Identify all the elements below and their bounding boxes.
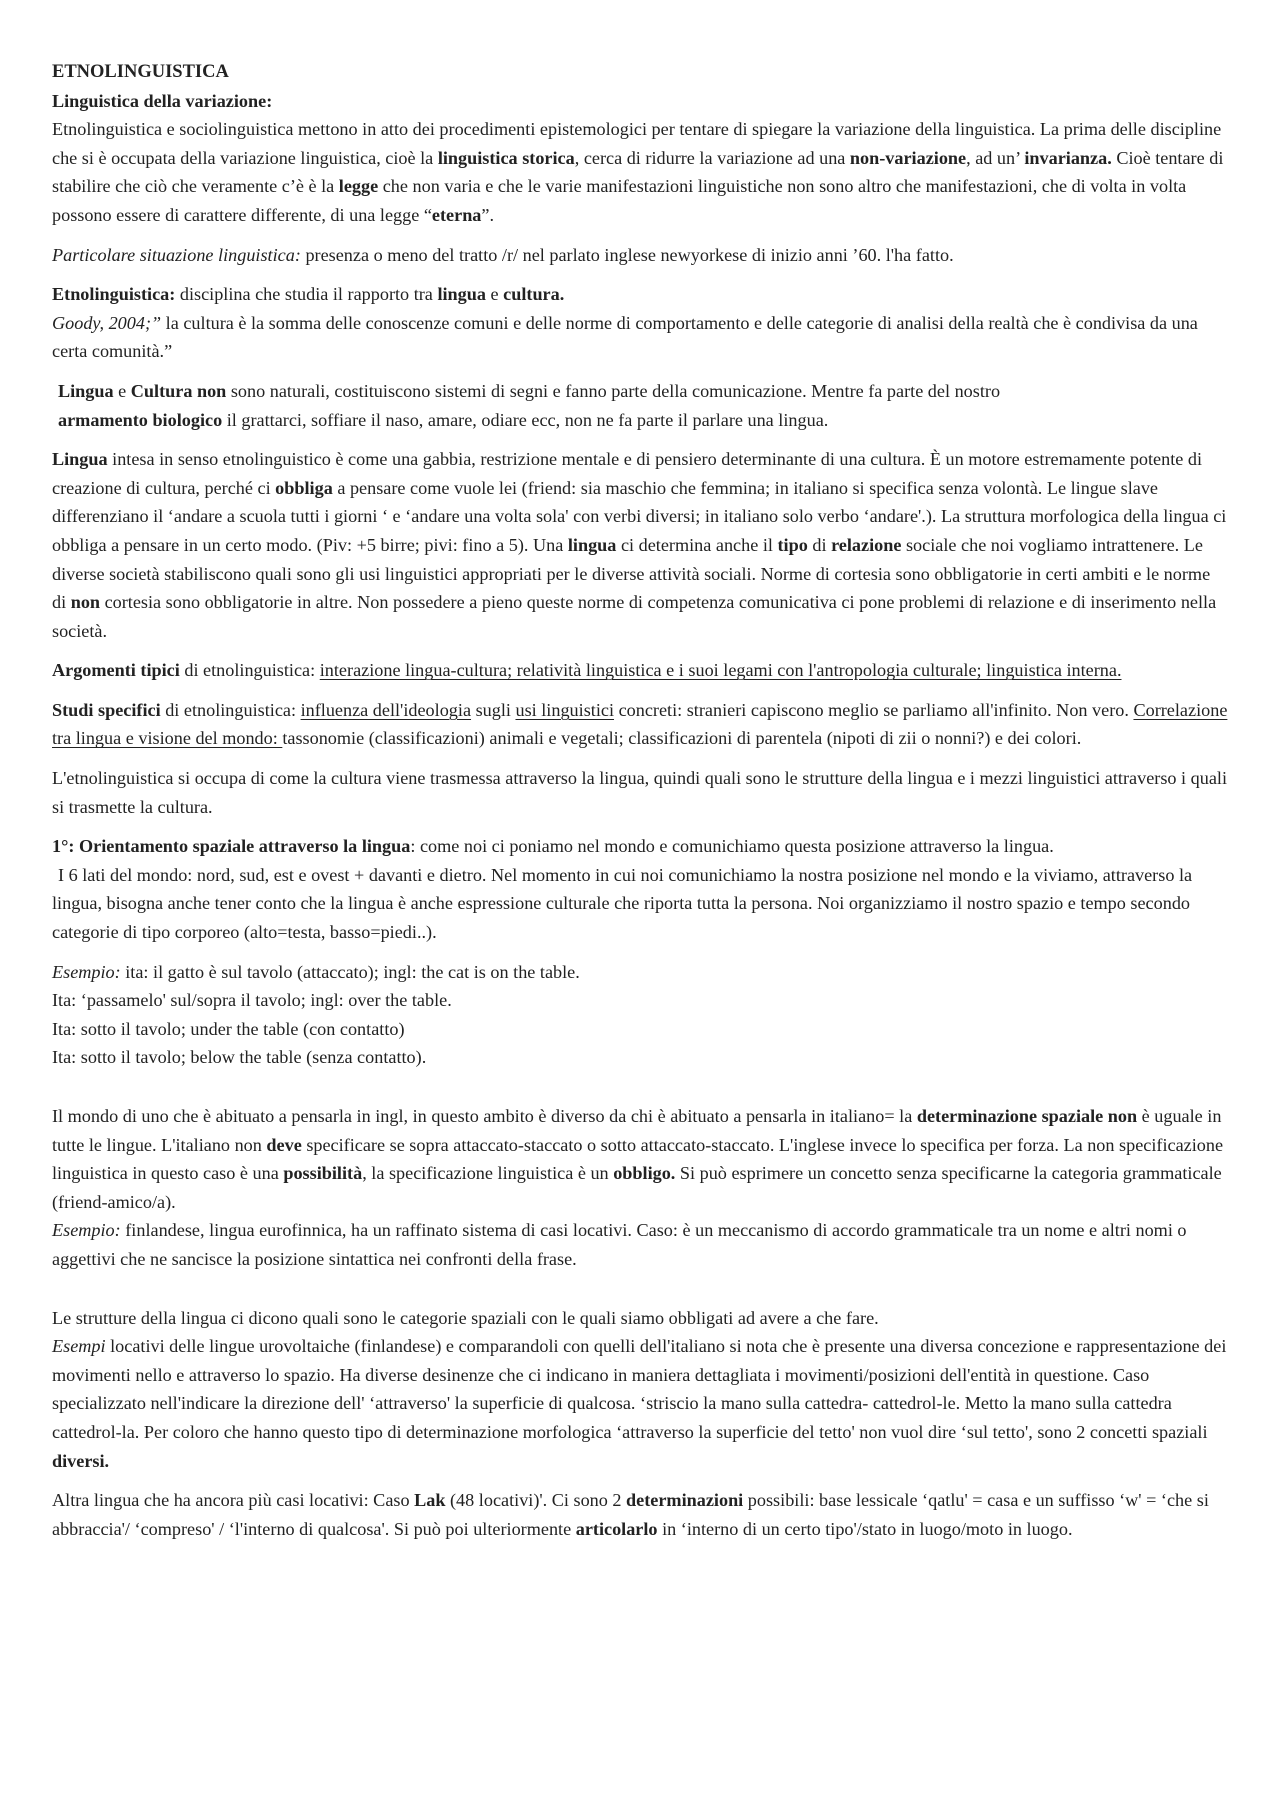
text-span: Le strutture della lingua ci dicono quali sono le categorie spaziali con le quali siamo obbligati ad avere a che fare. xyxy=(52,1307,879,1328)
bold-term: legge xyxy=(338,176,379,197)
example-line: Ita: sotto il tavolo; under the table (con contatto) xyxy=(52,1018,405,1039)
underlined-text: usi linguistici xyxy=(515,699,615,720)
paragraph-orientamento-spaziale xyxy=(52,832,1228,946)
bold-term: tipo xyxy=(777,534,808,555)
text-span: presenza o meno del tratto /r/ nel parlato inglese newyorkese di inizio anni ’60. l'ha fatto. xyxy=(300,244,954,265)
text-span: ci determina anche il xyxy=(616,534,778,555)
paragraph-linguistica-variazione xyxy=(52,87,1228,230)
bold-term: Lak xyxy=(414,1490,446,1511)
bold-term: lingua xyxy=(437,284,486,305)
text-span: (48 locativi)'. Ci sono 2 xyxy=(445,1490,627,1511)
paragraph-strutture-lingua xyxy=(52,1304,1228,1476)
underlined-text: interazione lingua-cultura; relatività linguistica e i suoi legami con l'antropologia culturale; linguistica interna. xyxy=(319,660,1122,681)
bold-term: deve xyxy=(266,1134,302,1155)
text-span: concreti: stranieri capiscono meglio se parliamo all'infinito. Non vero. xyxy=(614,699,1134,720)
text-span: disciplina che studia il rapporto tra xyxy=(175,284,438,305)
bold-term: diversi. xyxy=(52,1450,110,1471)
paragraph-etnolinguistica-definizione xyxy=(52,280,1228,366)
bold-term: invarianza. xyxy=(1024,147,1112,168)
bold-term: articolarlo xyxy=(575,1518,658,1539)
bold-term: Etnolinguistica: xyxy=(52,284,176,305)
text-span: cortesia sono obbligatorie in altre. Non possedere a pieno queste norme di competenza comunicativa ci pone problemi di relazione e di inserimento nella società. xyxy=(52,592,1217,641)
text-span: Cioè tentare di stabilire che ciò che veramente c’è è la xyxy=(52,147,1224,197)
italic-citation: Goody, 2004;” xyxy=(52,312,162,333)
paragraph-esempio-preposizioni xyxy=(52,958,1228,1072)
text-span: e xyxy=(485,284,504,305)
bold-term: obbliga xyxy=(275,477,333,498)
bold-term: linguistica storica xyxy=(437,147,575,168)
text-span: il grattarci, soffiare il naso, amare, odiare ecc, non ne fa parte il parlare una lingua. xyxy=(222,409,829,430)
paragraph-caso-lak xyxy=(52,1486,1228,1543)
text-span: di etnolinguistica: xyxy=(179,660,320,681)
italic-label: Esempio: xyxy=(52,961,121,982)
text-span: la cultura è la somma delle conoscenze comuni e delle norme di comportamento e delle categorie di analisi della realtà che è condivisa da una certa comunità.” xyxy=(52,312,1198,362)
bold-term: obbligo. xyxy=(613,1163,676,1184)
paragraph-situazione-linguistica xyxy=(52,241,1228,270)
text-span: a pensare come vuole lei (friend: sia maschio che femmina; in italiano si specifica senza volontà. Le lingue slave differenziano il ‘andare a scuola tutti i giorni ‘ e ‘andare una volta sola' con verbi diversi; in italiano solo verbo ‘andare'.). La struttura morfologica della lingua ci obbliga a pensare in un certo modo. (Piv: +5 birre; pivi: fino a 5). Una xyxy=(52,477,1227,555)
example-line: Ita: ‘passamelo' sul/sopra il tavolo; ingl: over the table. xyxy=(52,990,452,1011)
text-span: in ‘interno di un certo tipo'/stato in luogo/moto in luogo. xyxy=(657,1518,1073,1539)
text-span: sono naturali, costituiscono sistemi di segni e fanno parte della comunicazione. Mentre fa parte del nostro xyxy=(226,380,1001,401)
bold-term: determinazioni xyxy=(626,1490,744,1511)
bold-term: Argomenti tipici xyxy=(52,660,180,681)
bold-term: cultura. xyxy=(503,284,565,305)
text-span: intesa in senso etnolinguistico è come una gabbia, restrizione mentale e di pensiero determinante di una cultura. È un motore estremamente potente di creazione di cultura, perché ci xyxy=(52,449,1203,498)
text-span: , ad un’ xyxy=(966,147,1025,168)
text-span: Etnolinguistica e sociolinguistica mettono in atto dei procedimenti epistemologici per tentare di spiegare la variazione della linguistica. La prima delle discipline che si è occupata della variazione linguistica, cioè la xyxy=(52,119,1222,168)
text-span: sugli xyxy=(471,699,516,720)
bold-term: non xyxy=(70,592,101,613)
text-span: finlandese, lingua eurofinnica, ha un raffinato sistema di casi locativi. Caso: è un meccanismo di accordo grammaticale tra un nome e altri nomi o aggettivi che ne sancisce la posizione sintattica nei confronti della frase. xyxy=(52,1220,1187,1269)
italic-label: Particolare situazione linguistica: xyxy=(52,244,301,265)
text-span: possibili: base lessicale ‘qatlu' = casa e un suffisso ‘w' = ‘che si abbraccia'/ ‘compreso' / ‘l'interno di qualcosa'. Si può poi ulteriormente xyxy=(52,1490,1209,1539)
underlined-text: influenza dell'ideologia xyxy=(300,699,472,720)
text-span: e xyxy=(113,380,131,401)
text-span: I 6 lati del mondo: nord, sud, est e ovest + davanti e dietro. Nel momento in cui noi comunichiamo la nostra posizione nel mondo e la viviamo, attraverso la lingua, bisogna anche tener conto che la lingua è anche espressione culturale che riporta tutta la persona. Noi organizziamo il nostro spazio e tempo secondo categorie di tipo corporeo (alto=testa, basso=piedi..). xyxy=(52,864,1193,943)
bold-term: Lingua xyxy=(58,380,114,401)
text-span: di xyxy=(807,534,832,555)
text-span: di etnolinguistica: xyxy=(160,699,301,720)
text-span: tassonomie (classificazioni) animali e vegetali; classificazioni di parentela (nipoti di zii o nonni?) e dei colori. xyxy=(282,728,1082,749)
italic-label: Esempi xyxy=(52,1336,106,1357)
bold-term: 1°: Orientamento spaziale attraverso la lingua xyxy=(52,836,411,857)
bold-term: Lingua xyxy=(52,449,108,470)
paragraph-argomenti-tipici xyxy=(52,656,1228,685)
section-heading: Linguistica della variazione: xyxy=(52,90,273,111)
bold-term: lingua xyxy=(567,534,617,555)
italic-label: Esempio: xyxy=(52,1220,121,1241)
paragraph-lingua-cultura xyxy=(52,377,1228,434)
example-line: Ita: sotto il tavolo; below the table (senza contatto). xyxy=(52,1047,427,1068)
text-span: L'etnolinguistica si occupa di come la cultura viene trasmessa attraverso la lingua, quindi quali sono le strutture della lingua e i mezzi linguistici attraverso i quali si trasmette la cultura. xyxy=(52,768,1228,817)
text-span: , cerca di ridurre la variazione ad una xyxy=(574,147,850,168)
bold-term: eterna xyxy=(431,204,482,225)
bold-term: non-variazione xyxy=(849,147,967,168)
bold-term: Cultura non xyxy=(130,380,227,401)
bold-term: armamento biologico xyxy=(58,409,223,430)
bold-term: relazione xyxy=(831,534,902,555)
text-span: Si può esprimere un concetto senza specificarne la categoria grammaticale (friend-amico/a). xyxy=(52,1163,1222,1212)
underlined-text: Correlazione tra lingua e visione del mondo: xyxy=(52,699,1228,749)
text-span: è uguale in tutte le lingue. L'italiano non xyxy=(52,1106,1222,1155)
bold-term: Studi specifici xyxy=(52,699,161,720)
paragraph-determinazione-spaziale xyxy=(52,1102,1228,1274)
text-span: sociale che noi vogliamo intrattenere. Le diverse società stabiliscono quali sono gli usi linguistici appropriati per le diverse attività sociali. Norme di cortesia sono obbligatorie in certi ambiti e le norme di xyxy=(52,534,1211,613)
paragraph-trasmissione-cultura xyxy=(52,764,1228,821)
text-span: specificare se sopra attaccato-staccato o sotto attaccato-staccato. L'inglese invece lo specifica per forza. La non specificazione linguistica in questo caso è una xyxy=(52,1134,1224,1184)
text-span: che non varia e che le varie manifestazioni linguistiche non sono altro che manifestazioni, che di volta in volta possono essere di carattere differente, di una legge “ xyxy=(52,176,1187,225)
text-span: : come noi ci poniamo nel mondo e comunichiamo questa posizione attraverso la lingua. xyxy=(410,836,1054,857)
text-span: Altra lingua che ha ancora più casi locativi: Caso xyxy=(52,1490,415,1511)
example-line: ita: il gatto è sul tavolo (attaccato); ingl: the cat is on the table. xyxy=(120,961,580,982)
paragraph-studi-specifici xyxy=(52,696,1228,753)
text-span: , la specificazione linguistica è un xyxy=(362,1163,614,1184)
text-span: locativi delle lingue urovoltaiche (finlandese) e comparandoli con quelli dell'italiano si nota che è presente una diversa concezione e rappresentazione dei movimenti nello e attraverso lo spazio. Ha diverse desinenze che ci indicano in maniera dettagliata i movimenti/posizioni dell'entità in questione. Caso specializzato nell'indicare la direzione dell' ‘attraverso' la superficie di qualcosa. ‘striscio la mano sulla cattedra- cattedrol-le. Metto la mano sulla cattedra cattedrol-la. Per coloro che hanno questo tipo di determinazione morfologica ‘attraverso la superficie del tetto' non vuol dire ‘sul tetto', sono 2 concetti spaziali xyxy=(52,1336,1227,1442)
paragraph-lingua-gabbia xyxy=(52,445,1228,645)
bold-term: determinazione spaziale non xyxy=(916,1106,1138,1126)
text-span: ”. xyxy=(481,204,495,225)
document-title: ETNOLINGUISTICA xyxy=(52,62,229,82)
bold-term: possibilità xyxy=(283,1163,363,1184)
text-span: Il mondo di uno che è abituato a pensarla in ingl, in questo ambito è diverso da chi è abituato a pensarla in italiano= la xyxy=(52,1106,917,1126)
